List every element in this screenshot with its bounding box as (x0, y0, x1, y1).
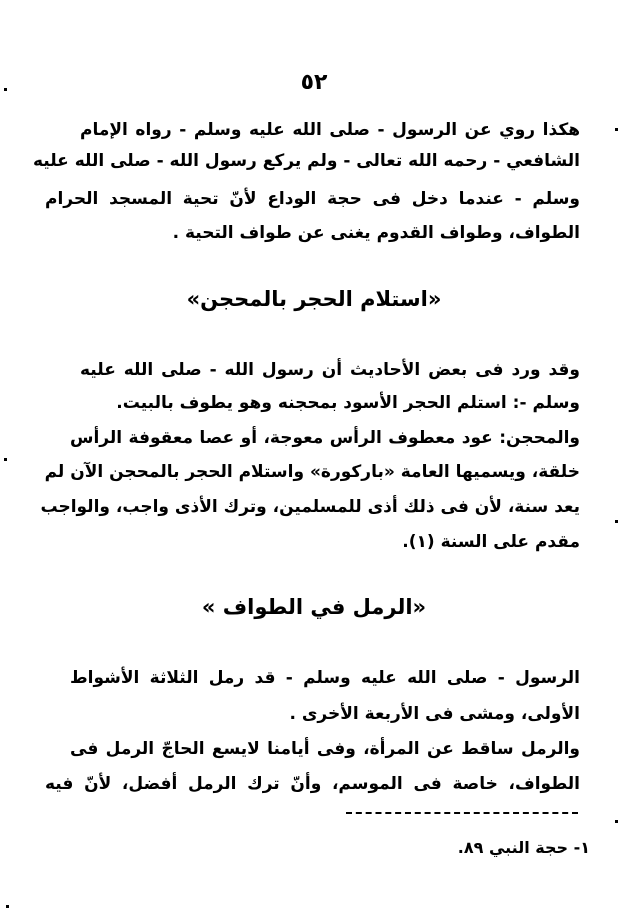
scan-mark (6, 905, 9, 908)
paragraph1-line-2: الشافعي - رحمه الله تعالى - ولم يركع رسول الله - صلى الله عليه (32, 151, 580, 171)
section1-line-3: والمحجن: عود معطوف الرأس معوجة، أو عصا معقوفة الرأس (70, 428, 580, 448)
section2-line-3: والرمل ساقط عن المرأة، وفى أيامنا لايسع الحاجّ الرمل فى (70, 739, 580, 759)
scan-mark (4, 88, 7, 91)
scan-mark (615, 820, 618, 823)
footnote-separator (346, 812, 578, 814)
section2-line-4: الطواف، خاصة فى الموسم، وأنّ ترك الرمل أفضل، لأنّ فيه (45, 774, 580, 794)
paragraph1-line-1: هكذا روي عن الرسول - صلى الله عليه وسلم - رواه الإمام (80, 120, 580, 140)
section1-line-1: وقد ورد فى بعض الأحاديث أن رسول الله - صلى الله عليه (80, 360, 580, 380)
paragraph1-line-3: وسلم - عندما دخل فى حجة الوداع لأنّ تحية المسجد الحرام (45, 189, 580, 209)
page-number: ٥٢ (300, 70, 328, 95)
section1-line-2: وسلم -: استلم الحجر الأسود بمحجنه وهو يطوف بالبيت. (116, 393, 580, 413)
scan-mark (615, 520, 618, 523)
section-heading-ramal: «الرمل في الطواف » (201, 595, 427, 619)
section1-line-4: خلقة، ويسميها العامة «باركورة» واستلام الحجر بالمحجن الآن لم (44, 462, 580, 482)
section1-line-6: مقدم على السنة (١). (402, 532, 580, 552)
section-heading-istilam: «استلام الحجر بالمحجن» (186, 287, 442, 311)
section2-line-2: الأولى، ومشى فى الأربعة الأخرى . (289, 704, 580, 724)
paragraph1-line-4: الطواف، وطواف القدوم يغنى عن طواف التحية . (172, 223, 580, 243)
scan-mark (615, 128, 618, 131)
scan-mark (4, 458, 7, 461)
footnote: ١- حجة النبي ٨٩. (457, 838, 590, 857)
section1-line-5: يعد سنة، لأن فى ذلك أذى للمسلمين، وترك الأذى واجب، والواجب (40, 497, 580, 517)
section2-line-1: الرسول - صلى الله عليه وسلم - قد رمل الثلاثة الأشواط (70, 668, 580, 688)
